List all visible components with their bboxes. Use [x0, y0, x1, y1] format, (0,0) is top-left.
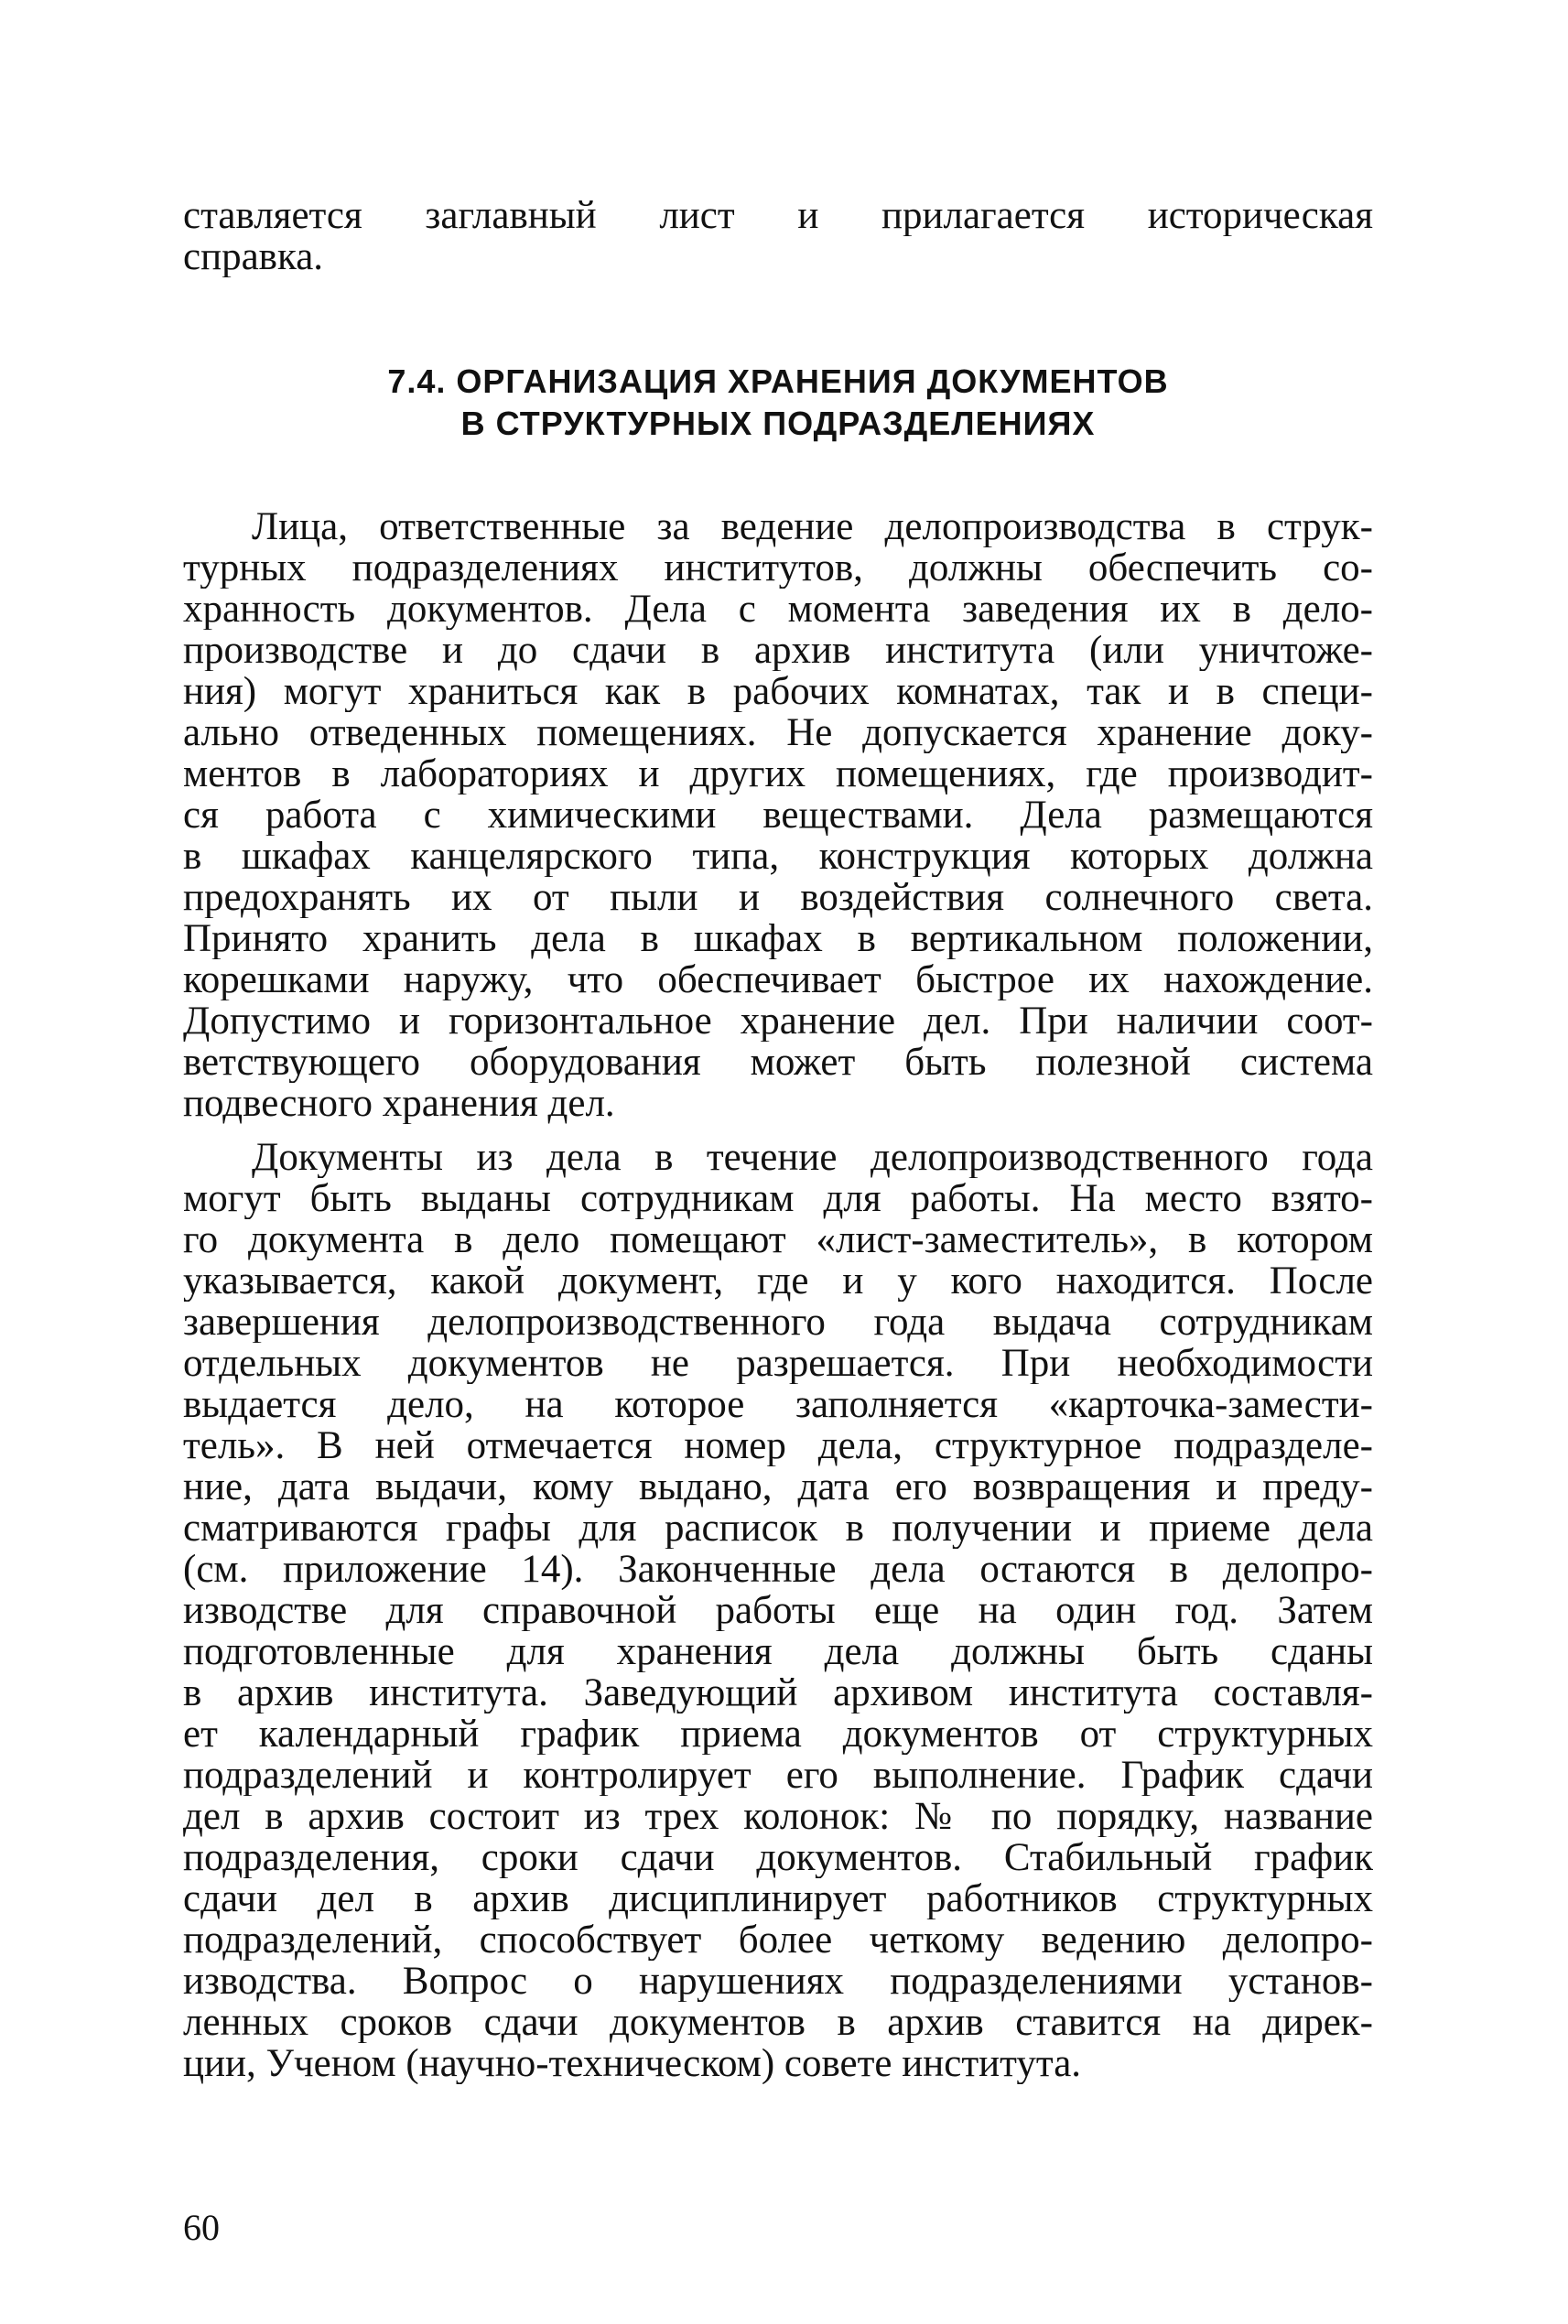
paragraph-line: в шкафах канцелярского типа, конструкция которых должна	[183, 836, 1373, 877]
section-number: 7.4.	[387, 362, 447, 400]
paragraph-line: ет календарный график приема документов от структурных	[183, 1713, 1373, 1755]
paragraph-line: ции, Ученом (научно-техническом) совете института.	[183, 2043, 1082, 2084]
paragraph-line: подвесного хранения дел.	[183, 1083, 615, 1124]
paragraph-line: в архив института. Заведующий архивом института составля-	[183, 1672, 1373, 1713]
paragraph-line: производстве и до сдачи в архив института (или уничтоже-	[183, 630, 1373, 671]
paragraph-line: изводстве для справочной работы еще на один год. Затем	[183, 1590, 1373, 1631]
paragraph-line: ленных сроков сдачи документов в архив ставится на дирек-	[183, 2002, 1373, 2043]
paragraph-line: тель». В ней отмечается номер дела, структурное подразделе-	[183, 1425, 1373, 1466]
intro-text	[183, 195, 1373, 277]
paragraph-line: подразделения, сроки сдачи документов. Стабильный график	[183, 1837, 1373, 1878]
paragraph-line: хранность документов. Дела с момента заведения их в дело-	[183, 589, 1373, 630]
section-title-line-1	[183, 361, 1373, 403]
paragraph-line: Допустимо и горизонтальное хранение дел. При наличии соот-	[183, 1000, 1373, 1042]
paragraph-line: го документа в дело помещают «лист-заместитель», в котором	[183, 1219, 1373, 1260]
paragraph-line: Лица, ответственные за ведение делопроизводства в струк-	[252, 506, 1373, 547]
paragraph-line: ально отведенных помещениях. Не допускается хранение доку-	[183, 712, 1373, 753]
paragraph-line: Принято хранить дела в шкафах в вертикальном положении,	[183, 918, 1373, 959]
paragraph-line: подразделений и контролирует его выполнение. График сдачи	[183, 1755, 1373, 1796]
section-heading	[183, 361, 1373, 445]
paragraph-line: могут быть выданы сотрудникам для работы. На место взято-	[183, 1178, 1373, 1219]
intro-line: ставляется заглавный лист и прилагается историческая	[183, 195, 1373, 236]
paragraph-line: подготовленные для хранения дела должны быть сданы	[183, 1631, 1373, 1672]
paragraph-line: выдается дело, на которое заполняется «карточка-замести-	[183, 1384, 1373, 1425]
paragraph-line: завершения делопроизводственного года выдача сотрудникам	[183, 1302, 1373, 1343]
paragraph-line: Документы из дела в течение делопроизводственного года	[252, 1137, 1373, 1178]
paragraph-line: сматриваются графы для расписок в получении и приеме дела	[183, 1508, 1373, 1549]
paragraph-line: отдельных документов не разрешается. При необходимости	[183, 1343, 1373, 1384]
paragraph-line: подразделений, способствует более четкому ведению делопро-	[183, 1919, 1373, 1961]
paragraph-line: ние, дата выдачи, кому выдано, дата его возвращения и преду-	[183, 1466, 1373, 1508]
paragraph-line: изводства. Вопрос о нарушениях подразделениями установ-	[183, 1961, 1373, 2002]
section-title-text: ОРГАНИЗАЦИЯ ХРАНЕНИЯ ДОКУМЕНТОВ	[456, 362, 1169, 400]
paragraph-line: ветствующего оборудования может быть полезной система	[183, 1042, 1373, 1083]
paragraph-line: турных подразделениях институтов, должны обеспечить со-	[183, 547, 1373, 589]
paragraph-line: корешками наружу, что обеспечивает быстрое их нахождение.	[183, 959, 1373, 1000]
paragraph-line: сдачи дел в архив дисциплинирует работников структурных	[183, 1878, 1373, 1919]
paragraph-line: ментов в лабораториях и других помещениях, где производит-	[183, 753, 1373, 794]
paragraph-line: (см. приложение 14). Законченные дела остаются в делопро-	[183, 1549, 1373, 1590]
paragraph-line: ся работа с химическими веществами. Дела размещаются	[183, 794, 1373, 836]
paragraph-1	[183, 506, 1373, 1124]
paragraph-line: указывается, какой документ, где и у кого находится. После	[183, 1260, 1373, 1302]
section-title-line-2: В СТРУКТУРНЫХ ПОДРАЗДЕЛЕНИЯХ	[460, 405, 1096, 442]
paragraph-line: дел в архив состоит из трех колонок: № по порядку, название	[183, 1796, 1373, 1837]
page-number: 60	[183, 2207, 220, 2248]
paragraph-line: ния) могут храниться как в рабочих комнатах, так и в специ-	[183, 671, 1373, 712]
paragraph-2	[183, 1137, 1373, 2084]
paragraph-line: предохранять их от пыли и воздействия солнечного света.	[183, 877, 1373, 918]
intro-line: справка.	[183, 236, 324, 277]
